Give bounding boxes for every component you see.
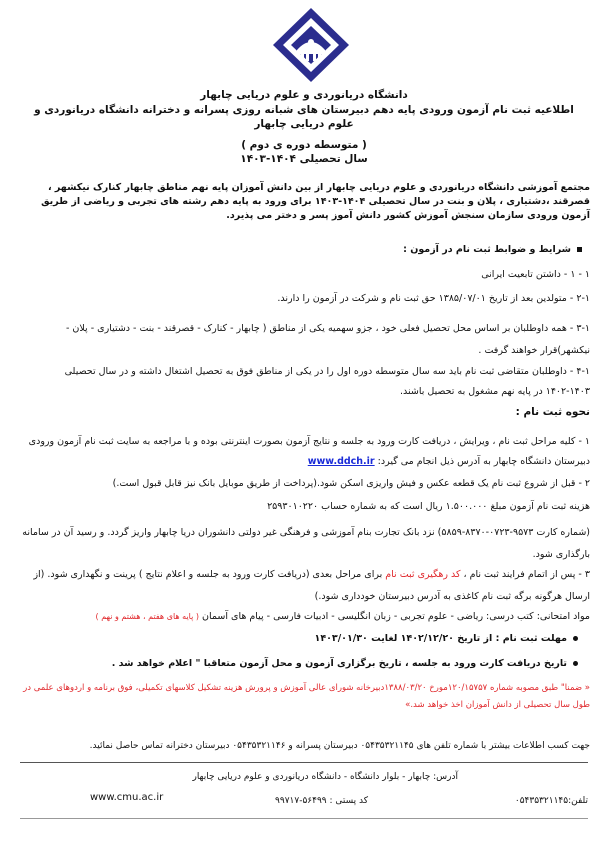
square-bullet-icon [577,247,582,252]
registration-step-1: ۱ - کلیه مراحل ثبت نام ، ویرایش ، دریافت کارت ورود به جلسه و نتایج آزمون بصورت اینترنتی بوده و با مراجعه به سایت ثبت نام آزمون ورودی دبیرستان دانشگاه چابهار به آدرس ذیل انجام می گیرد: www.ddch.ir [28,436,590,467]
university-logo-icon [270,6,352,84]
contact-info: جهت کسب اطلاعات بیشتر با شماره تلفن های ۰۵۴۳۵۳۲۱۱۴۵ دبیرستان پسرانه و ۰۵۴۳۵۳۲۱۱۴۶ دبیرستان دخترانه تماس حاصل نمائید. [89,741,590,751]
registration-step-3: ۳ - پس از اتمام فرایند ثبت نام ، کد رهگیری ثبت نام برای مراحل بعدی (دریافت کارت ورود به جلسه و اعلام نتایج ) پرینت و نگهداری شود. (از ارسال هرگونه برگه ثبت نام کاغذی به آدرس دبیرستان خودداری شود.) [33,569,590,602]
intro-paragraph: مجتمع آموزشی دانشگاه دریانوردی و علوم دریایی چابهار از بین دانش آموزان پایه نهم مناطق چابهار کنارک نیکشهر ، قصرقند ،دشتیاری ، پلان و بنت در سال تحصیلی ۱۴۰۴-۱۴۰۳ برای ورود به پایه دهم رشته های تجربی و ریاضی از طریق آزمون ورودی سازمان سنجش آموزش کشور دانش آموز پسر و دختر می پذیرد. [41,182,590,221]
academic-year: سال تحصیلی ۱۴۰۴-۱۴۰۳ [240,153,368,165]
bullet-icon [573,661,578,666]
tracking-code-label: کد رهگیری ثبت نام [385,569,461,580]
condition-item: ۲-۱ - متولدین بعد از تاریخ ۱۳۸۵/۰۷/۰۱ حق ثبت نام و شرکت در آزمون را دارند. [277,293,590,304]
footer-bottom-rule [20,818,588,819]
footer-phone: تلفن:۰۵۴۳۵۳۲۱۱۴۵ [514,796,588,806]
condition-item: ۴-۱ - داوطلبان متقاضی ثبت نام باید سه سال متوسطه دوره اول را در یکی از مناطق فوق به تحصیل اشتغال داشته و در سال تحصیلی ۱۴۰۳-۱۴۰۲ در پایه نهم مشغول به تحصیل باشند. [64,366,590,397]
bullet-icon [573,636,578,641]
university-name: دانشگاه دریانوردی و علوم دریایی چابهار [200,89,408,101]
admit-card-item: تاریخ دریافت کارت ورود به جلسه ، تاریخ برگزاری آزمون و محل آزمون متعاقبا " اعلام خواهد شد . [6,657,578,670]
exam-grades: ( پایه های هفتم ، هشتم و نهم ) [95,612,199,621]
footer-postal-code: کد پستی : ۵۶۴۹۹-۹۹۷۱۷ [275,796,368,806]
conditions-heading: شرایط و ضوابط ثبت نام در آزمون : [10,243,582,256]
registration-fee: هزینه ثبت نام آزمون مبلغ ۱.۵۰۰.۰۰۰ ریال است که به شماره حساب ۲۵۹۳۰۱۰۲۲۰ [267,501,590,512]
registration-step-2: ۲ - قبل از شروع ثبت نام یک قطعه عکس و فیش واریزی اسکن شود.(پرداخت از طریق موبایل بانک نیز قابل قبول است.) [112,478,590,489]
registration-website-link[interactable]: www.ddch.ir [307,456,375,467]
page-title: اطلاعیه ثبت نام آزمون ورودی پایه دهم دبیرستان های شبانه روزی پسرانه و دخترانه دانشگاه دریانوردی و علوم دریایی چابهار [34,104,574,130]
education-level: ( متوسطه دوره ی دوم ) [241,139,367,151]
exam-subjects: مواد امتحانی: کتب درسی: ریاضی - علوم تجربی - زبان انگلیسی - ادبیات فارسی - پیام های آسمان ( پایه های هفتم ، هشتم و نهم ) [95,611,590,622]
fee-notice: « ضمنا" طبق مصوبه شماره ۱۲۰/۱۵۷۵۷مورخ ۱۳۸۸/۰۳/۲۰دبیرخانه شورای عالی آموزش و پرورش هزینه تشکیل کلاسهای تکمیلی، فوق برنامه و اردوهای علمی در طول سال تحصیلی از دانش آموزان اخذ خواهد شد.» [23,683,590,710]
condition-item: ۳-۱ - همه داوطلبان بر اساس محل تحصیل فعلی خود ، جزو سهمیه یکی از مناطق ( چابهار - کنارک - قصرقند - بنت - دشتیاری - پلان - نیکشهر)قرار خواهند گرفت . [65,323,590,356]
footer-divider [20,762,588,763]
deadline-item: مهلت ثبت نام : از تاریخ ۱۴۰۲/۱۲/۲۰ لغایت ۱۴۰۳/۰۱/۳۰ [6,632,578,645]
footer-address: آدرس: چابهار - بلوار دانشگاه - دانشگاه دریانوردی و علوم دریایی چابهار [192,772,458,782]
bank-card-info: (شماره کارت ۹۵۷۳-۰۷۲۳-۸۳۷۰-۵۸۵۹) نزد بانک تجارت بنام آموزشی و فرهنگی غیر دولتی دانشوران دریا چابهار واریز گردد. و رسید آن در سامانه بارگذاری شود. [22,527,590,560]
condition-item: ۱ - ۱ - داشتن تابعیت ایرانی [481,269,590,280]
registration-heading: نحوه ثبت نام : [515,406,590,418]
footer-website-link[interactable]: www.cmu.ac.ir [90,792,164,803]
